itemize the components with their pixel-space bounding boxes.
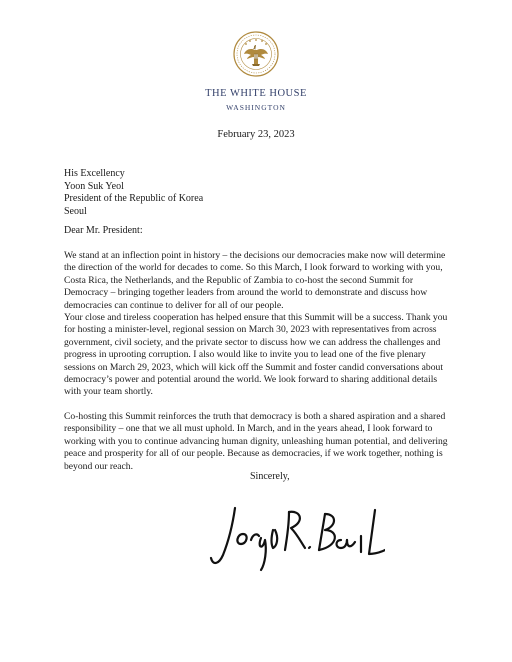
recipient-line-3: President of the Republic of Korea: [64, 193, 204, 205]
signature: [205, 500, 385, 575]
body-paragraph-2: Your close and tireless cooperation has helped ensure that this Summit will be a success. Thank you for hosting a minister-level, regional session on March 30, 2023 with representatives from across government, civil society, and the private sector to discuss how we can address the challenges and progress in uprooting corruption. I also would like to invite you to lead one of the five plenary sessions on March 29, 2023, which will kick off the Summit and foster candid conversations about democracy’s power and potential around the world. We look forward to sharing additional details with your team shortly.: [64, 312, 448, 398]
recipient-line-4: Seoul: [64, 205, 87, 217]
body-paragraph-3: Co-hosting this Summit reinforces the truth that democracy is both a shared aspiration and a shared responsibility – one that we all must uphold. In March, and in the years ahead, I look forward to working with you to continue advancing human dignity, unleashing human potential, and delivering peace and prosperity for all of our people. Because as democracies, if we work together, nothing is beyond our reach.: [64, 411, 448, 472]
recipient-line-2: Yoon Suk Yeol: [64, 180, 124, 192]
closing: Sincerely,: [250, 471, 290, 482]
salutation: Dear Mr. President:: [64, 225, 143, 236]
letterhead-title: THE WHITE HOUSE: [205, 88, 307, 99]
letterhead-city: WASHINGTON: [226, 103, 286, 112]
letter-date: February 23, 2023: [217, 129, 295, 140]
recipient-address: [64, 168, 203, 218]
recipient-line-1: His Excellency: [64, 168, 125, 179]
presidential-seal-icon: [232, 30, 280, 78]
body-paragraph-1: We stand at an inflection point in history – the decisions our democracies make now will determine the direction of the world for decades to come. So this March, I look forward to working with you, Costa Rica, the Netherlands, and the Republic of Zambia to co-host the second Summit for Democracy – bringing together leaders from around the world to demonstrate and discuss how democracies can continue to deliver for all of our people.: [64, 250, 446, 311]
